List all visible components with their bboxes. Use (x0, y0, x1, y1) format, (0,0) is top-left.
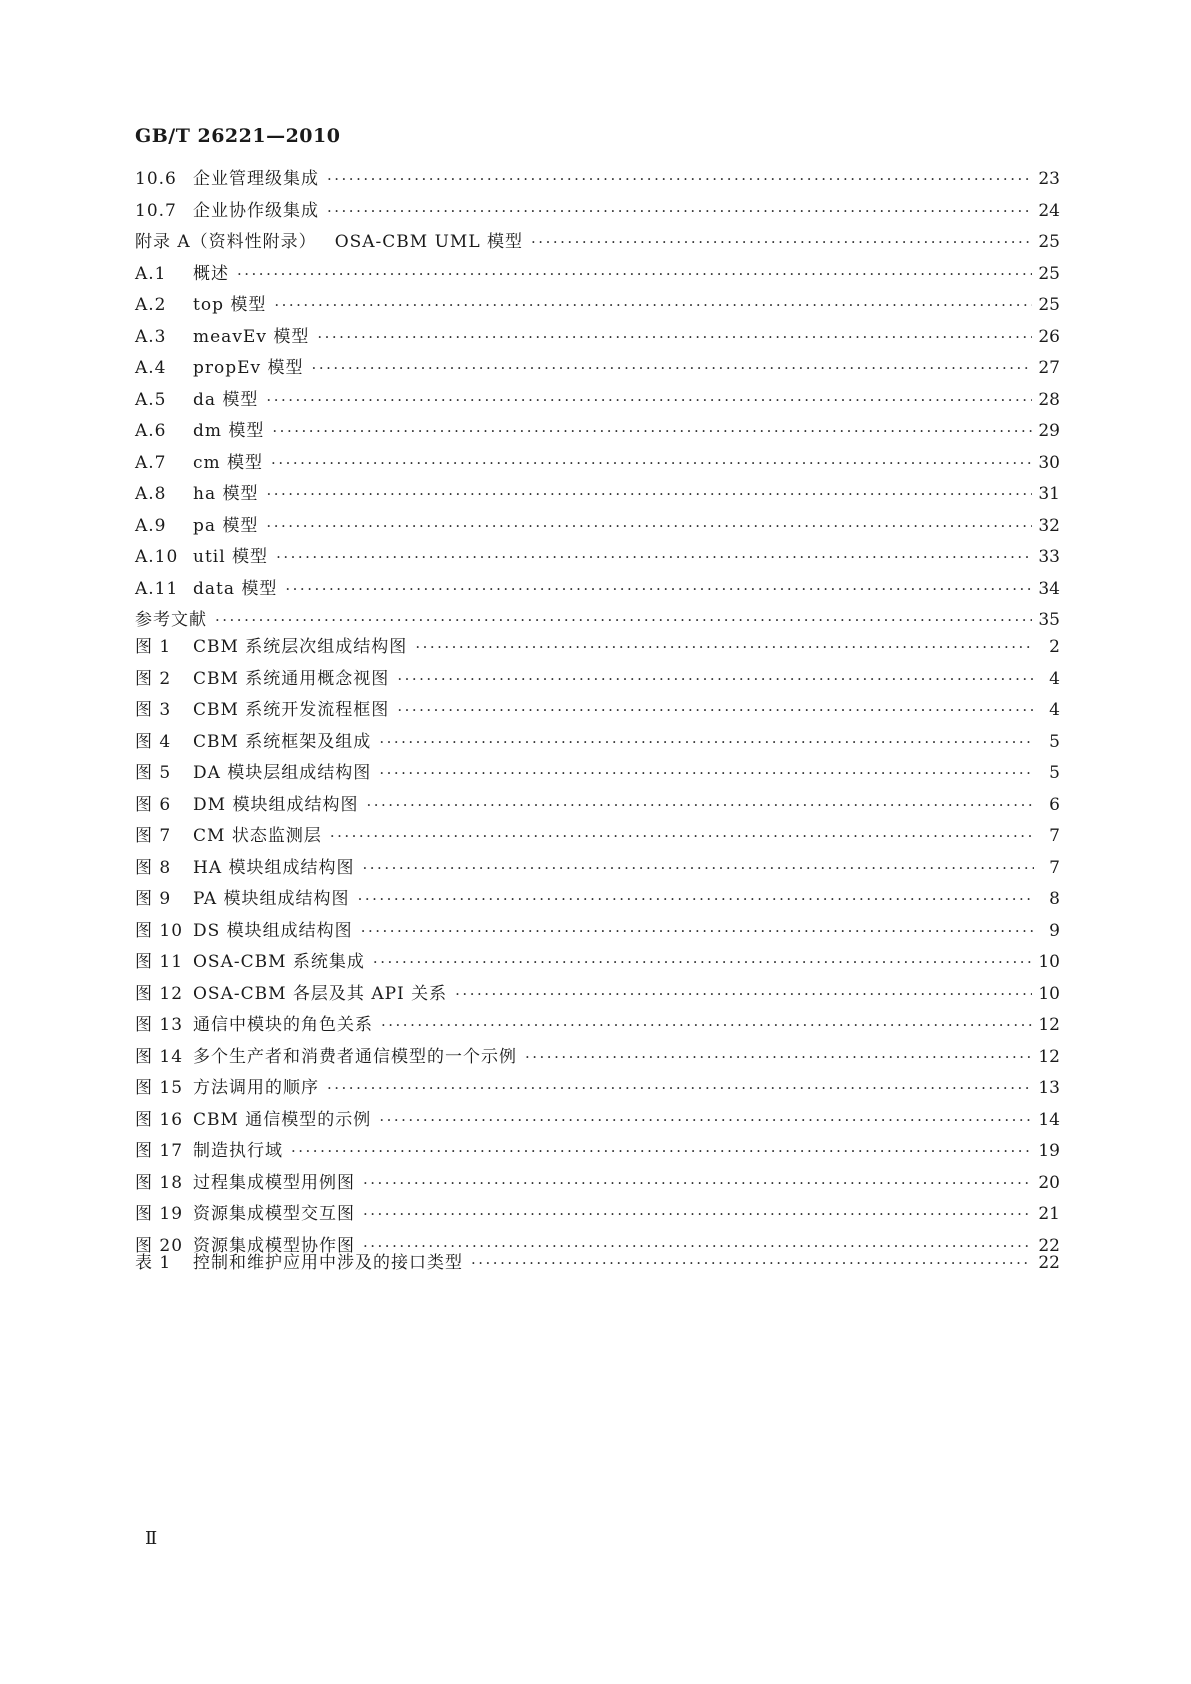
toc-entry-title: ha 模型 (193, 484, 259, 504)
toc-dot-leader (215, 611, 1032, 629)
toc-entry-page: 12 (1038, 1015, 1060, 1035)
toc-entry-title: DA 模块层组成结构图 (193, 763, 372, 783)
toc-dot-leader (381, 1016, 1032, 1034)
toc-entry-page: 32 (1038, 515, 1060, 536)
toc-entry-page: 7 (1049, 857, 1060, 878)
toc-entry[interactable] (135, 916, 1060, 948)
toc-dot-leader (271, 454, 1032, 472)
toc-entry-number: A.3 (135, 326, 167, 347)
toc-entry-page: 28 (1038, 389, 1060, 410)
toc-figures-list (135, 632, 1060, 1262)
toc-dot-leader (266, 517, 1032, 535)
toc-entry[interactable] (135, 884, 1060, 916)
toc-entry-title: da 模型 (193, 389, 259, 410)
toc-dot-leader (266, 391, 1032, 409)
toc-entry-number: A.6 (135, 421, 167, 441)
toc-entry-page: 14 (1038, 1109, 1060, 1130)
toc-entry-number: 图 15 (135, 1078, 184, 1098)
toc-dot-leader (312, 359, 1033, 377)
toc-dot-leader (531, 233, 1032, 251)
toc-entry-number: 图 4 (135, 731, 172, 752)
toc-entry-number: 图 20 (135, 1235, 184, 1256)
toc-entry[interactable] (135, 290, 1060, 322)
toc-entry-page: 8 (1049, 889, 1060, 909)
toc-dot-leader (276, 548, 1032, 566)
toc-entry-page: 10 (1038, 952, 1060, 972)
toc-dot-leader (361, 922, 1034, 940)
toc-entry-page: 19 (1038, 1141, 1060, 1161)
toc-dot-leader (363, 1205, 1032, 1223)
toc-entry[interactable] (135, 574, 1060, 606)
toc-entry[interactable] (135, 448, 1060, 480)
toc-entry-title: 多个生产者和消费者通信模型的一个示例 (193, 1046, 517, 1067)
toc-dot-leader (379, 733, 1034, 751)
toc-entry-number: 图 17 (135, 1141, 184, 1161)
toc-entry-page: 33 (1038, 547, 1060, 567)
toc-dot-leader (373, 953, 1032, 971)
toc-dot-leader (471, 1254, 1032, 1272)
toc-entry[interactable] (135, 542, 1060, 574)
toc-dot-leader (317, 328, 1032, 346)
toc-entry-page: 4 (1049, 668, 1060, 689)
toc-entry-title: 过程集成模型用例图 (193, 1172, 355, 1193)
toc-main-list (135, 164, 1060, 637)
toc-entry-page: 24 (1038, 200, 1060, 221)
toc-entry[interactable] (135, 790, 1060, 822)
toc-entry[interactable] (135, 979, 1060, 1011)
toc-dot-leader (330, 827, 1034, 845)
toc-entry-page: 2 (1049, 637, 1060, 657)
toc-tables-list (135, 1248, 1060, 1280)
toc-dot-leader (291, 1142, 1032, 1160)
toc-entry[interactable] (135, 416, 1060, 448)
toc-entry-title: cm 模型 (193, 452, 264, 473)
toc-entry[interactable] (135, 853, 1060, 885)
toc-entry-page: 29 (1038, 421, 1060, 441)
toc-entry[interactable] (135, 758, 1060, 790)
toc-entry-title: 控制和维护应用中涉及的接口类型 (193, 1253, 463, 1273)
toc-entry-title: CBM 系统开发流程框图 (193, 700, 390, 720)
toc-entry-number: A.10 (135, 547, 179, 567)
toc-entry-title: CBM 系统层次组成结构图 (193, 637, 408, 657)
toc-dot-leader (237, 265, 1032, 283)
toc-entry-title: top 模型 (193, 295, 267, 315)
toc-entry-number: A.2 (135, 295, 167, 315)
toc-entry[interactable] (135, 1105, 1060, 1137)
toc-entry-page: 20 (1038, 1172, 1060, 1193)
toc-entry-page: 6 (1049, 794, 1060, 815)
toc-entry-title: meavEv 模型 (193, 326, 310, 347)
toc-entry-number: A.11 (135, 578, 179, 599)
toc-entry-title: dm 模型 (193, 421, 265, 441)
toc-dot-leader (285, 580, 1032, 598)
toc-entry[interactable] (135, 821, 1060, 853)
toc-entry-page: 22 (1038, 1235, 1060, 1256)
toc-dot-leader (363, 859, 1034, 877)
toc-entry[interactable] (135, 164, 1060, 196)
toc-dot-leader (327, 202, 1032, 220)
toc-entry-title: 企业协作级集成 (193, 200, 319, 221)
toc-entry-number: 图 5 (135, 763, 172, 783)
toc-entry-number: A.9 (135, 515, 167, 536)
toc-entry-number: 图 7 (135, 826, 172, 846)
toc-entry-title: 概述 (193, 263, 229, 284)
toc-entry-number: 图 8 (135, 857, 172, 878)
toc-entry-title: CM 状态监测层 (193, 826, 322, 846)
toc-entry-page: 5 (1049, 731, 1060, 752)
toc-entry-page: 26 (1038, 326, 1060, 347)
toc-dot-leader (272, 422, 1032, 440)
toc-entry[interactable] (135, 322, 1060, 354)
toc-entry-page: 25 (1038, 232, 1060, 252)
toc-entry[interactable] (135, 632, 1060, 664)
toc-entry[interactable] (135, 1073, 1060, 1105)
toc-dot-leader (358, 890, 1034, 908)
toc-entry[interactable] (135, 695, 1060, 727)
toc-entry[interactable] (135, 1248, 1060, 1280)
toc-dot-leader (267, 485, 1033, 503)
toc-entry-number: 图 11 (135, 952, 184, 972)
toc-entry-title: 企业管理级集成 (193, 169, 319, 189)
toc-entry-number: 图 12 (135, 983, 184, 1004)
toc-entry-title: 参考文献 (135, 610, 207, 630)
toc-entry[interactable] (135, 727, 1060, 759)
toc-dot-leader (379, 764, 1034, 782)
toc-entry[interactable] (135, 1168, 1060, 1200)
toc-entry-number: A.4 (135, 358, 167, 378)
toc-entry-page: 12 (1038, 1046, 1060, 1067)
toc-entry-page: 9 (1049, 920, 1060, 941)
toc-entry-number: 图 10 (135, 920, 184, 941)
toc-entry[interactable] (135, 479, 1060, 511)
toc-dot-leader (379, 1111, 1032, 1129)
toc-entry-number: 10.7 (135, 200, 177, 221)
toc-entry-number: 图 19 (135, 1204, 184, 1224)
toc-entry[interactable] (135, 196, 1060, 228)
toc-entry-title: 通信中模块的角色关系 (193, 1015, 373, 1035)
toc-dot-leader (327, 1079, 1032, 1097)
toc-entry[interactable] (135, 1136, 1060, 1168)
toc-entry-number: A.1 (135, 263, 167, 284)
toc-entry-title: 方法调用的顺序 (193, 1078, 319, 1098)
toc-entry[interactable] (135, 227, 1060, 259)
toc-entry[interactable] (135, 947, 1060, 979)
toc-entry-title: 资源集成模型交互图 (193, 1204, 355, 1224)
toc-entry-number: A.7 (135, 452, 167, 473)
toc-entry-title: CBM 系统通用概念视图 (193, 668, 390, 689)
toc-dot-leader (525, 1048, 1032, 1066)
toc-entry-page: 7 (1049, 826, 1060, 846)
toc-dot-leader (397, 670, 1034, 688)
toc-entry[interactable] (135, 259, 1060, 291)
toc-entry-number: A.5 (135, 389, 167, 410)
toc-entry-title: CBM 通信模型的示例 (193, 1109, 372, 1130)
toc-entry[interactable] (135, 385, 1060, 417)
toc-entry-number: A.8 (135, 484, 167, 504)
toc-entry-title: DM 模块组成结构图 (193, 794, 359, 815)
toc-entry-page: 23 (1038, 169, 1060, 189)
toc-entry-title: OSA-CBM 各层及其 API 关系 (193, 983, 448, 1004)
toc-entry[interactable] (135, 1199, 1060, 1231)
toc-entry-title: OSA-CBM 系统集成 (193, 952, 365, 972)
toc-entry-title: CBM 系统框架及组成 (193, 731, 372, 752)
toc-entry-number: 表 1 (135, 1253, 172, 1273)
toc-entry-title: HA 模块组成结构图 (193, 857, 355, 878)
toc-entry[interactable] (135, 353, 1060, 385)
toc-entry-page: 13 (1038, 1078, 1060, 1098)
toc-entry-number: 10.6 (135, 169, 177, 189)
toc-entry[interactable] (135, 1042, 1060, 1074)
toc-entry-title: PA 模块组成结构图 (193, 889, 350, 909)
toc-entry-title: 资源集成模型协作图 (193, 1235, 355, 1256)
toc-entry-number: 图 13 (135, 1015, 184, 1035)
toc-dot-leader (327, 170, 1032, 188)
toc-entry-title: 制造执行域 (193, 1141, 283, 1161)
toc-entry-page: 30 (1038, 452, 1060, 473)
toc-entry-page: 31 (1038, 484, 1060, 504)
toc-dot-leader (415, 638, 1034, 656)
toc-dot-leader (274, 296, 1032, 314)
toc-dot-leader (397, 701, 1034, 719)
toc-dot-leader (363, 1174, 1032, 1192)
toc-entry-title: OSA-CBM UML 模型 (334, 232, 524, 252)
toc-entry-page: 35 (1038, 610, 1060, 630)
document-header: GB/T 26221—2010 (135, 125, 341, 147)
toc-dot-leader (455, 985, 1032, 1003)
toc-entry-title: data 模型 (193, 578, 278, 599)
toc-entry-page: 21 (1038, 1204, 1060, 1224)
toc-entry[interactable] (135, 1010, 1060, 1042)
toc-entry[interactable] (135, 664, 1060, 696)
toc-entry-page: 34 (1038, 578, 1060, 599)
toc-entry-page: 4 (1049, 700, 1060, 720)
toc-entry-page: 22 (1038, 1253, 1060, 1273)
toc-dot-leader (366, 796, 1034, 814)
toc-entry-title: pa 模型 (193, 515, 259, 536)
toc-entry-number: 图 2 (135, 668, 172, 689)
toc-entry-page: 25 (1038, 263, 1060, 284)
toc-entry-number: 图 1 (135, 637, 172, 657)
toc-entry-number: 图 16 (135, 1109, 184, 1130)
page-number-footer: Ⅱ (145, 1528, 158, 1549)
toc-entry-page: 27 (1038, 358, 1060, 378)
toc-entry-page: 5 (1049, 763, 1060, 783)
toc-entry-number: 图 18 (135, 1172, 184, 1193)
toc-entry-number: 图 14 (135, 1046, 184, 1067)
toc-entry-number: 图 9 (135, 889, 172, 909)
toc-entry-title: util 模型 (193, 547, 269, 567)
toc-entry[interactable] (135, 511, 1060, 543)
toc-entry-number: 图 6 (135, 794, 172, 815)
toc-entry-page: 10 (1038, 983, 1060, 1004)
toc-entry-number: 图 3 (135, 700, 172, 720)
toc-entry-number: 附录 A（资料性附录） (135, 232, 317, 252)
toc-entry-title: DS 模块组成结构图 (193, 920, 353, 941)
toc-entry-page: 25 (1038, 295, 1060, 315)
toc-entry-title: propEv 模型 (193, 358, 304, 378)
